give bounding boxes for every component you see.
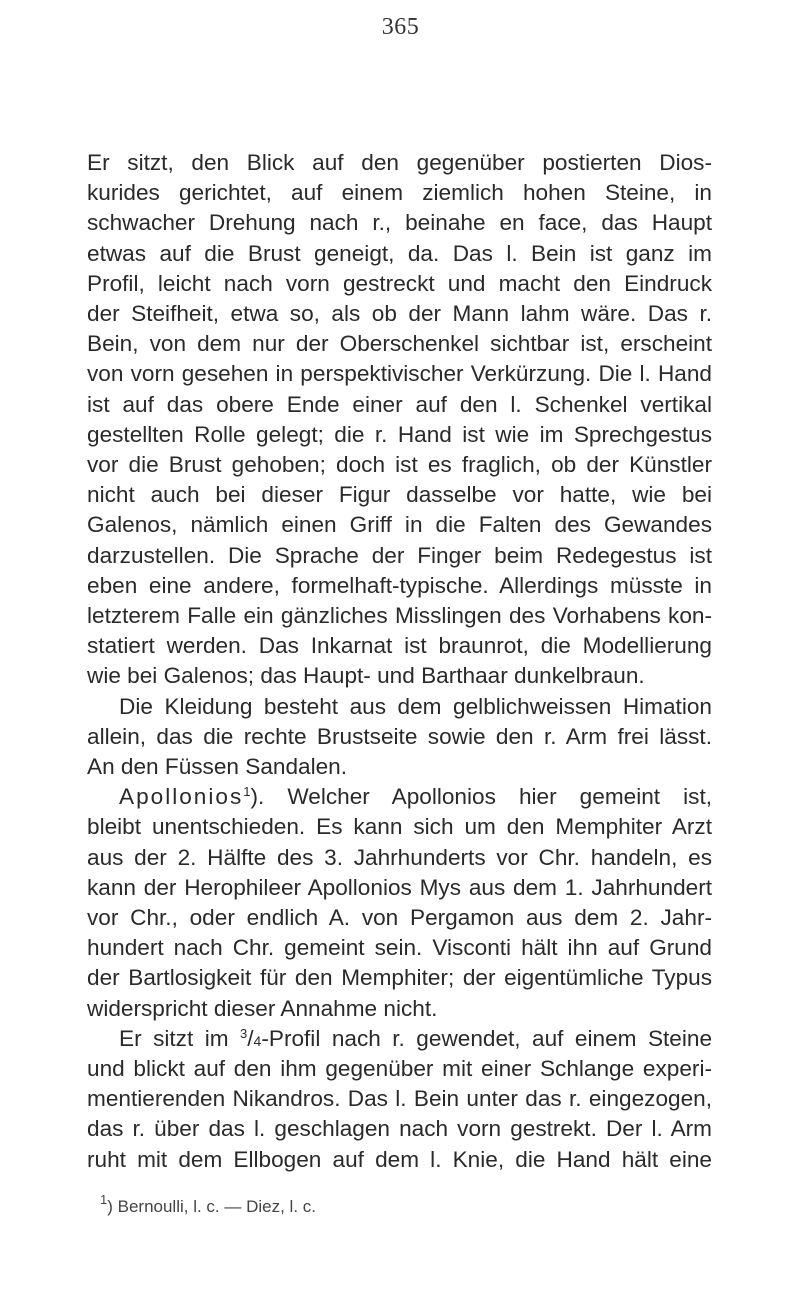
text-line: wie bei Galenos; das Haupt- und Barthaar dunkelbraun. [87,663,645,689]
text-line: letzterem Falle ein gänzliches Misslingen des Vorhabens kon- [87,603,712,628]
text-line: etwas auf die Brust geneigt, da. Das l. Bein ist ganz im [87,240,712,266]
text-line: Die Kleidung besteht aus dem gelblichweissen Himation [119,693,712,719]
text-line: schwacher Drehung nach r., beinahe en face, das Haupt [87,210,712,236]
person-name: Apollonios [119,784,244,810]
line-rest: ). Welcher Apollonios hier gemeint ist, [250,784,712,810]
fraction-numerator: 3 [240,1025,248,1041]
text-line: kurides gerichtet, auf einem ziemlich hohen Steine, in [87,180,712,206]
text-line: ruht mit dem Ellbogen auf dem l. Knie, die Hand hält eine [87,1146,712,1172]
text-line: der Steifheit, etwa so, als ob der Mann lahm wäre. Das r. [87,301,712,326]
text-line: ist auf das obere Ende einer auf den l. Schenkel vertikal [87,391,712,417]
text-line: eben eine andere, formelhaft-typische. Allerdings müsste in [87,572,712,598]
apollonios-heading-line [119,782,712,812]
text-line: und blickt auf den ihm gegenüber mit einer Schlange experi- [87,1056,712,1081]
text-line: von vorn gesehen in perspektivischer Verkürzung. Die l. Hand [87,361,712,387]
text-line: An den Füssen Sandalen. [87,754,348,779]
text-line: Profil, leicht nach vorn gestreckt und macht den Eindruck [87,270,712,296]
footnote-text: ) Bernoulli, l. c. — Diez, l. c. [107,1196,317,1216]
profil-line: Er sitzt im $^3$/4-Profil nach r. gewendet, auf einem Steine [119,1025,713,1051]
text-line: vor die Brust gehoben; doch ist es fraglich, ob der Künstler [87,452,712,477]
footnote [100,1191,317,1217]
line-start: Er sitzt im [119,1025,241,1051]
page-number: 365 [381,14,420,40]
text-line: Bein, von dem nur der Oberschenkel sichtbar ist, erscheint [87,331,712,357]
text-line: statiert werden. Das Inkarnat ist braunrot, die Modellierung [87,633,712,659]
text-line: bleibt unentschieden. Es kann sich um den Memphiter Arzt [87,814,712,840]
fraction-denominator: 4 [253,1032,262,1049]
text-line: das r. über das l. geschlagen nach vorn gestrekt. Der l. Arm [87,1116,712,1142]
text-line: Er sitzt, den Blick auf den gegenüber postierten Dios- [87,150,712,175]
text-line: aus der 2. Hälfte des 3. Jahrhunderts vor Chr. handeln, es [87,844,712,870]
text-line: vor Chr., oder endlich A. von Pergamon aus dem 2. Jahr- [87,905,712,930]
text-line: widerspricht dieser Annahme nicht. [87,995,438,1021]
text-line: hundert nach Chr. gemeint sein. Visconti hält ihn auf Grund [87,935,712,961]
text-line: der Bartlosigkeit für den Memphiter; der eigentümliche Typus [87,965,712,991]
text-line: kann der Herophileer Apollonios Mys aus dem 1. Jahrhundert [87,874,712,900]
footnote-marker: 1 [243,784,251,800]
text-line: mentierenden Nikandros. Das l. Bein unter das r. eingezogen, [87,1086,712,1112]
text-line: darzustellen. Die Sprache der Finger beim Redegestus ist [87,542,712,568]
text-line: allein, das die rechte Brustseite sowie den r. Arm frei lässt. [87,723,712,749]
text-line: Galenos, nämlich einen Griff in die Falten des Gewandes [87,512,712,538]
text-line: gestellten Rolle gelegt; die r. Hand ist wie im Sprechgestus [87,421,712,447]
text-line: nicht auch bei dieser Figur dasselbe vor hatte, wie bei [87,482,712,508]
line-rest: -Profil nach r. gewendet, auf einem Steine [261,1025,713,1051]
footnote-marker: 1 [100,1191,108,1207]
